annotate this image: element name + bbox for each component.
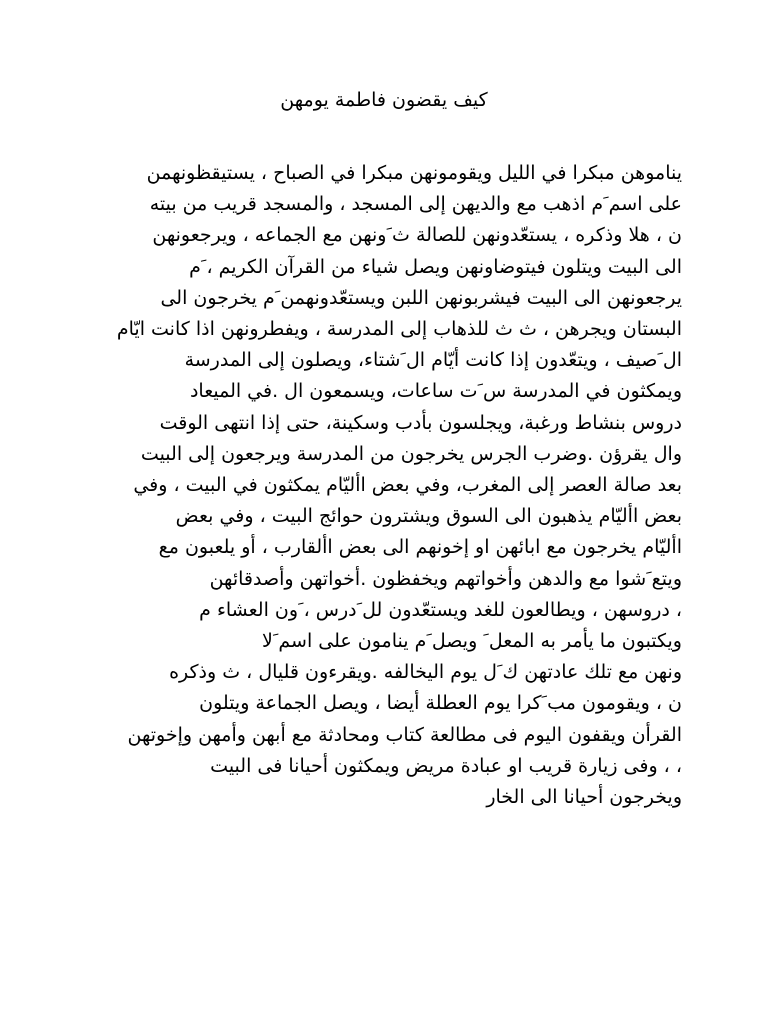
body-line: ال َصيف ، ويتعّدون إذا كانت أيّام ال َشتاء، ويصلون إلى المدرسة	[184, 349, 682, 372]
body-line: بعض األيّام يذهبون الى السوق ويشترون حوائج البيت ، وفي بعض	[175, 505, 682, 528]
body-line: بعد صالة العصر إلى المغرب، وفي بعض األيّام يمكثون في البيت ، وفي	[133, 474, 682, 497]
body-line: َدروس بنشاط ورغبة، ويجلسون بأدب وسكينة، حتى إذا انتهى الوقت	[159, 411, 682, 434]
body-line: ن ، هلا وذكره ، يستعّدونهن للصالة ث َونهن مع الجماعه ، ويرجعونهن	[152, 224, 682, 247]
document-body	[92, 158, 682, 813]
body-line: َونهن مع تلك عادتهن ك َل يوم اليخالفه .ويقرءون قليال ، ث وذكره	[169, 661, 682, 684]
body-line: ن ، ويقومون مب َكرا يوم العطلة أيضا ، ويصل الجماعة ويتلون	[199, 692, 682, 715]
body-line: على اسم َم اذهب مع والديهن إلى المسجد ، والمسجد قريب من بيته	[149, 193, 682, 216]
body-line: ويمكثون في المدرسة س َت ساعات، ويسمعون ال .في الميعاد	[189, 380, 682, 403]
body-line: الى البيت ويتلون فيتوضاونهن ويصل شياء من القرآن الكريم ، َم	[189, 255, 682, 278]
body-line: ويتع َشوا مع والدهن وأخواتهم ويخفظون .أخواتهن وأصدقائهن	[209, 567, 682, 590]
body-line: القرأن ويقفون اليوم فى مطالعة كتاب ومحادثة مع أبهن وأمهن وإخوتهن	[127, 723, 682, 746]
body-line: يرجعونهن الى البيت فيشربونهن اللبن ويستعّدونهمن َم يخرجون الى	[160, 286, 682, 309]
body-line: ، ، وفى زيارة قريب او عبادة مريض ويمكثون أحيانا فى البيت	[210, 754, 682, 777]
body-line: البستان ويجرهن ، ث ث للذهاب إلى المدرسة ، ويفطرونهن اذا كانت ايّام	[116, 318, 682, 341]
document-title: كيف يقضون فاطمة يومهن	[280, 89, 488, 111]
body-line: ، دروسهن ، ويطالعون للغد ويستعّدون لل َدرس ، َون العشاء م	[199, 598, 682, 621]
body-line: ويخرجون أحيانا الى الخار	[486, 786, 682, 809]
body-line: وال يقرؤن .وضرب الجرس يخرجون من المدرسة ويرجعون إلى البيت	[140, 442, 682, 465]
body-line: ويكتبون ما يأمر به المعل َ ويصل َم ينامون على اسم َلا	[262, 630, 682, 653]
body-line: األيّام يخرجون مع ابائهن او إخونهم الى بعض األقارب ، أو يلعبون مع	[158, 536, 682, 559]
body-line: يناموهن مبكرا في الليل ويقومونهن مبكرا في الصباح ، يستيقظونهمن	[146, 162, 682, 184]
